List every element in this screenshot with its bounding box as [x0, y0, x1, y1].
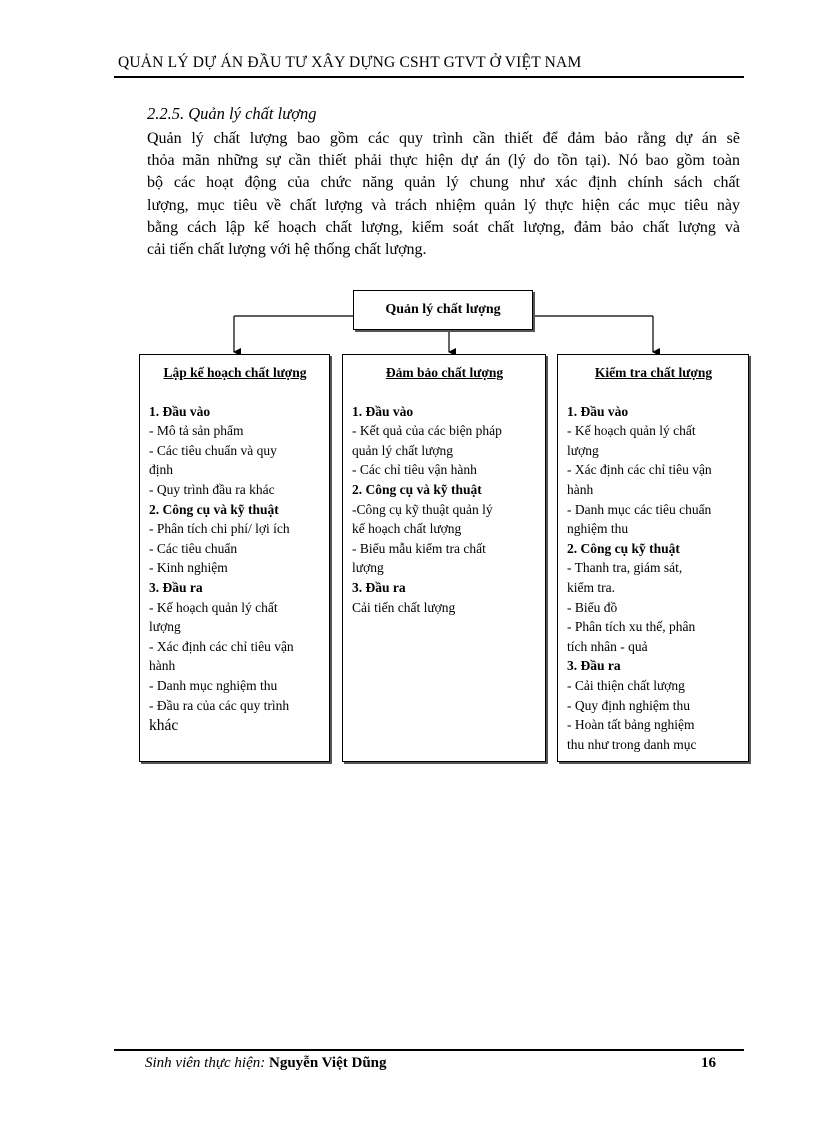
column-item: lượng: [149, 619, 181, 635]
column-item: - Danh mục các tiêu chuẩn: [567, 501, 712, 517]
student-name: Nguyễn Việt Dũng: [268, 1055, 387, 1071]
column-item: - Các tiêu chuẩn: [149, 540, 238, 556]
footer-divider: [114, 1049, 744, 1051]
section-heading: 2.2.5. Quản lý chất lượng: [147, 104, 317, 123]
column-item: định: [149, 462, 174, 478]
column-section-heading: 3. Đầu ra: [149, 579, 203, 595]
column-item: quản lý chất lượng: [352, 442, 454, 458]
column-item: lượng: [352, 560, 384, 576]
column-item: - Quy trình đầu ra khác: [149, 481, 275, 497]
column-item: - Biểu đồ: [567, 599, 618, 615]
footer-student: [145, 1055, 387, 1072]
column-item: Cải tiến chất lượng: [352, 599, 456, 615]
column-item: hành: [567, 481, 594, 497]
column-item: - Phân tích chi phí/ lợi ích: [149, 521, 290, 537]
column-item: - Phân tích xu thế, phân: [567, 619, 696, 635]
column-title: Đảm bảo chất lượng: [385, 365, 504, 380]
column-lines: [149, 402, 321, 738]
paragraph-line: thỏa mãn những sự cần thiết phải thực hiện dự án (lý do tồn tại). Nó bao gồm toàn: [147, 152, 740, 170]
column-item: - Xác định các chỉ tiêu vận: [567, 462, 712, 478]
page-number: 16: [701, 1055, 716, 1071]
column-section-heading: 1. Đầu vào: [567, 403, 629, 419]
paragraph-line: cải tiến chất lượng với hệ thống chất lượng.: [147, 241, 427, 259]
running-header-title: QUẢN LÝ DỰ ÁN ĐẦU TƯ XÂY DỰNG CSHT GTVT Ở VIỆT NAM: [118, 54, 582, 71]
column-section-heading: 2. Công cụ và kỹ thuật: [352, 481, 482, 497]
footer-label: Sinh viên thực hiện: [145, 1055, 261, 1071]
column-section-heading: 3. Đầu ra: [567, 658, 621, 674]
column-item: - Kế hoạch quản lý chất: [149, 599, 278, 615]
column-item: - Thanh tra, giám sát,: [567, 560, 683, 576]
paragraph-line: Quản lý chất lượng bao gồm các quy trình cần thiết để đảm bảo rằng dự án sẽ: [147, 130, 740, 147]
column-item: tích nhân - quả: [567, 638, 648, 654]
column-section-heading: 1. Đầu vào: [352, 403, 414, 419]
column-item: - Kinh nghiệm: [149, 560, 228, 576]
column-item: hành: [149, 658, 176, 674]
column-item: thu như trong danh mục: [567, 736, 697, 752]
column-item: kế hoạch chất lượng: [352, 521, 462, 537]
column-item: - Danh mục nghiệm thu: [149, 677, 278, 693]
footer-separator: :: [260, 1055, 269, 1071]
column-section-heading: 1. Đầu vào: [149, 403, 211, 419]
column-quality-control: [557, 354, 749, 762]
column-item: - Hoàn tất bảng nghiệm: [567, 717, 695, 733]
header-divider: [114, 76, 744, 78]
column-section-heading: 2. Công cụ kỹ thuật: [567, 540, 680, 556]
column-title: Lập kế hoạch chất lượng: [163, 365, 307, 380]
column-title: Kiểm tra chất lượng: [594, 365, 713, 380]
column-item: - Cải thiện chất lượng: [567, 677, 685, 693]
column-item: - Các chỉ tiêu vận hành: [352, 462, 477, 478]
column-lines: [352, 402, 537, 618]
column-item: nghiệm thu: [567, 521, 629, 537]
column-item: lượng: [567, 442, 599, 458]
column-quality-assurance: [342, 354, 546, 762]
column-item: kiểm tra.: [567, 579, 615, 595]
intro-paragraph: [147, 128, 740, 261]
column-section-heading: 2. Công cụ và kỹ thuật: [149, 501, 279, 517]
paragraph-line: lượng, mục tiêu về chất lượng và trách nhiệm quản lý thực hiện các mục tiêu này: [147, 196, 740, 214]
column-item: - Kết quả của các biện pháp: [352, 423, 502, 439]
paragraph-line: bằng cách lập kế hoạch chất lượng, kiểm soát chất lượng, đảm bảo chất lượng và: [147, 218, 740, 236]
column-item: - Đầu ra của các quy trình: [149, 697, 290, 713]
column-item: - Xác định các chỉ tiêu vận: [149, 638, 294, 654]
column-quality-planning: [139, 354, 330, 762]
root-node-quality-management: Quản lý chất lượng: [353, 290, 533, 330]
column-section-heading: 3. Đầu ra: [352, 579, 406, 595]
column-lines: [567, 402, 740, 755]
column-item: - Mô tả sản phẩm: [149, 423, 244, 439]
column-item: - Biểu mẫu kiểm tra chất: [352, 540, 486, 556]
column-item: - Các tiêu chuẩn và quy: [149, 442, 277, 458]
column-item: -Công cụ kỹ thuật quản lý: [352, 501, 493, 517]
column-item: khác: [149, 717, 179, 735]
column-item: - Kế hoạch quản lý chất: [567, 423, 696, 439]
paragraph-line: bộ các hoạt động của chức năng quản lý chung như xác định chính sách chất: [147, 174, 740, 192]
column-item: - Quy định nghiệm thu: [567, 697, 690, 713]
